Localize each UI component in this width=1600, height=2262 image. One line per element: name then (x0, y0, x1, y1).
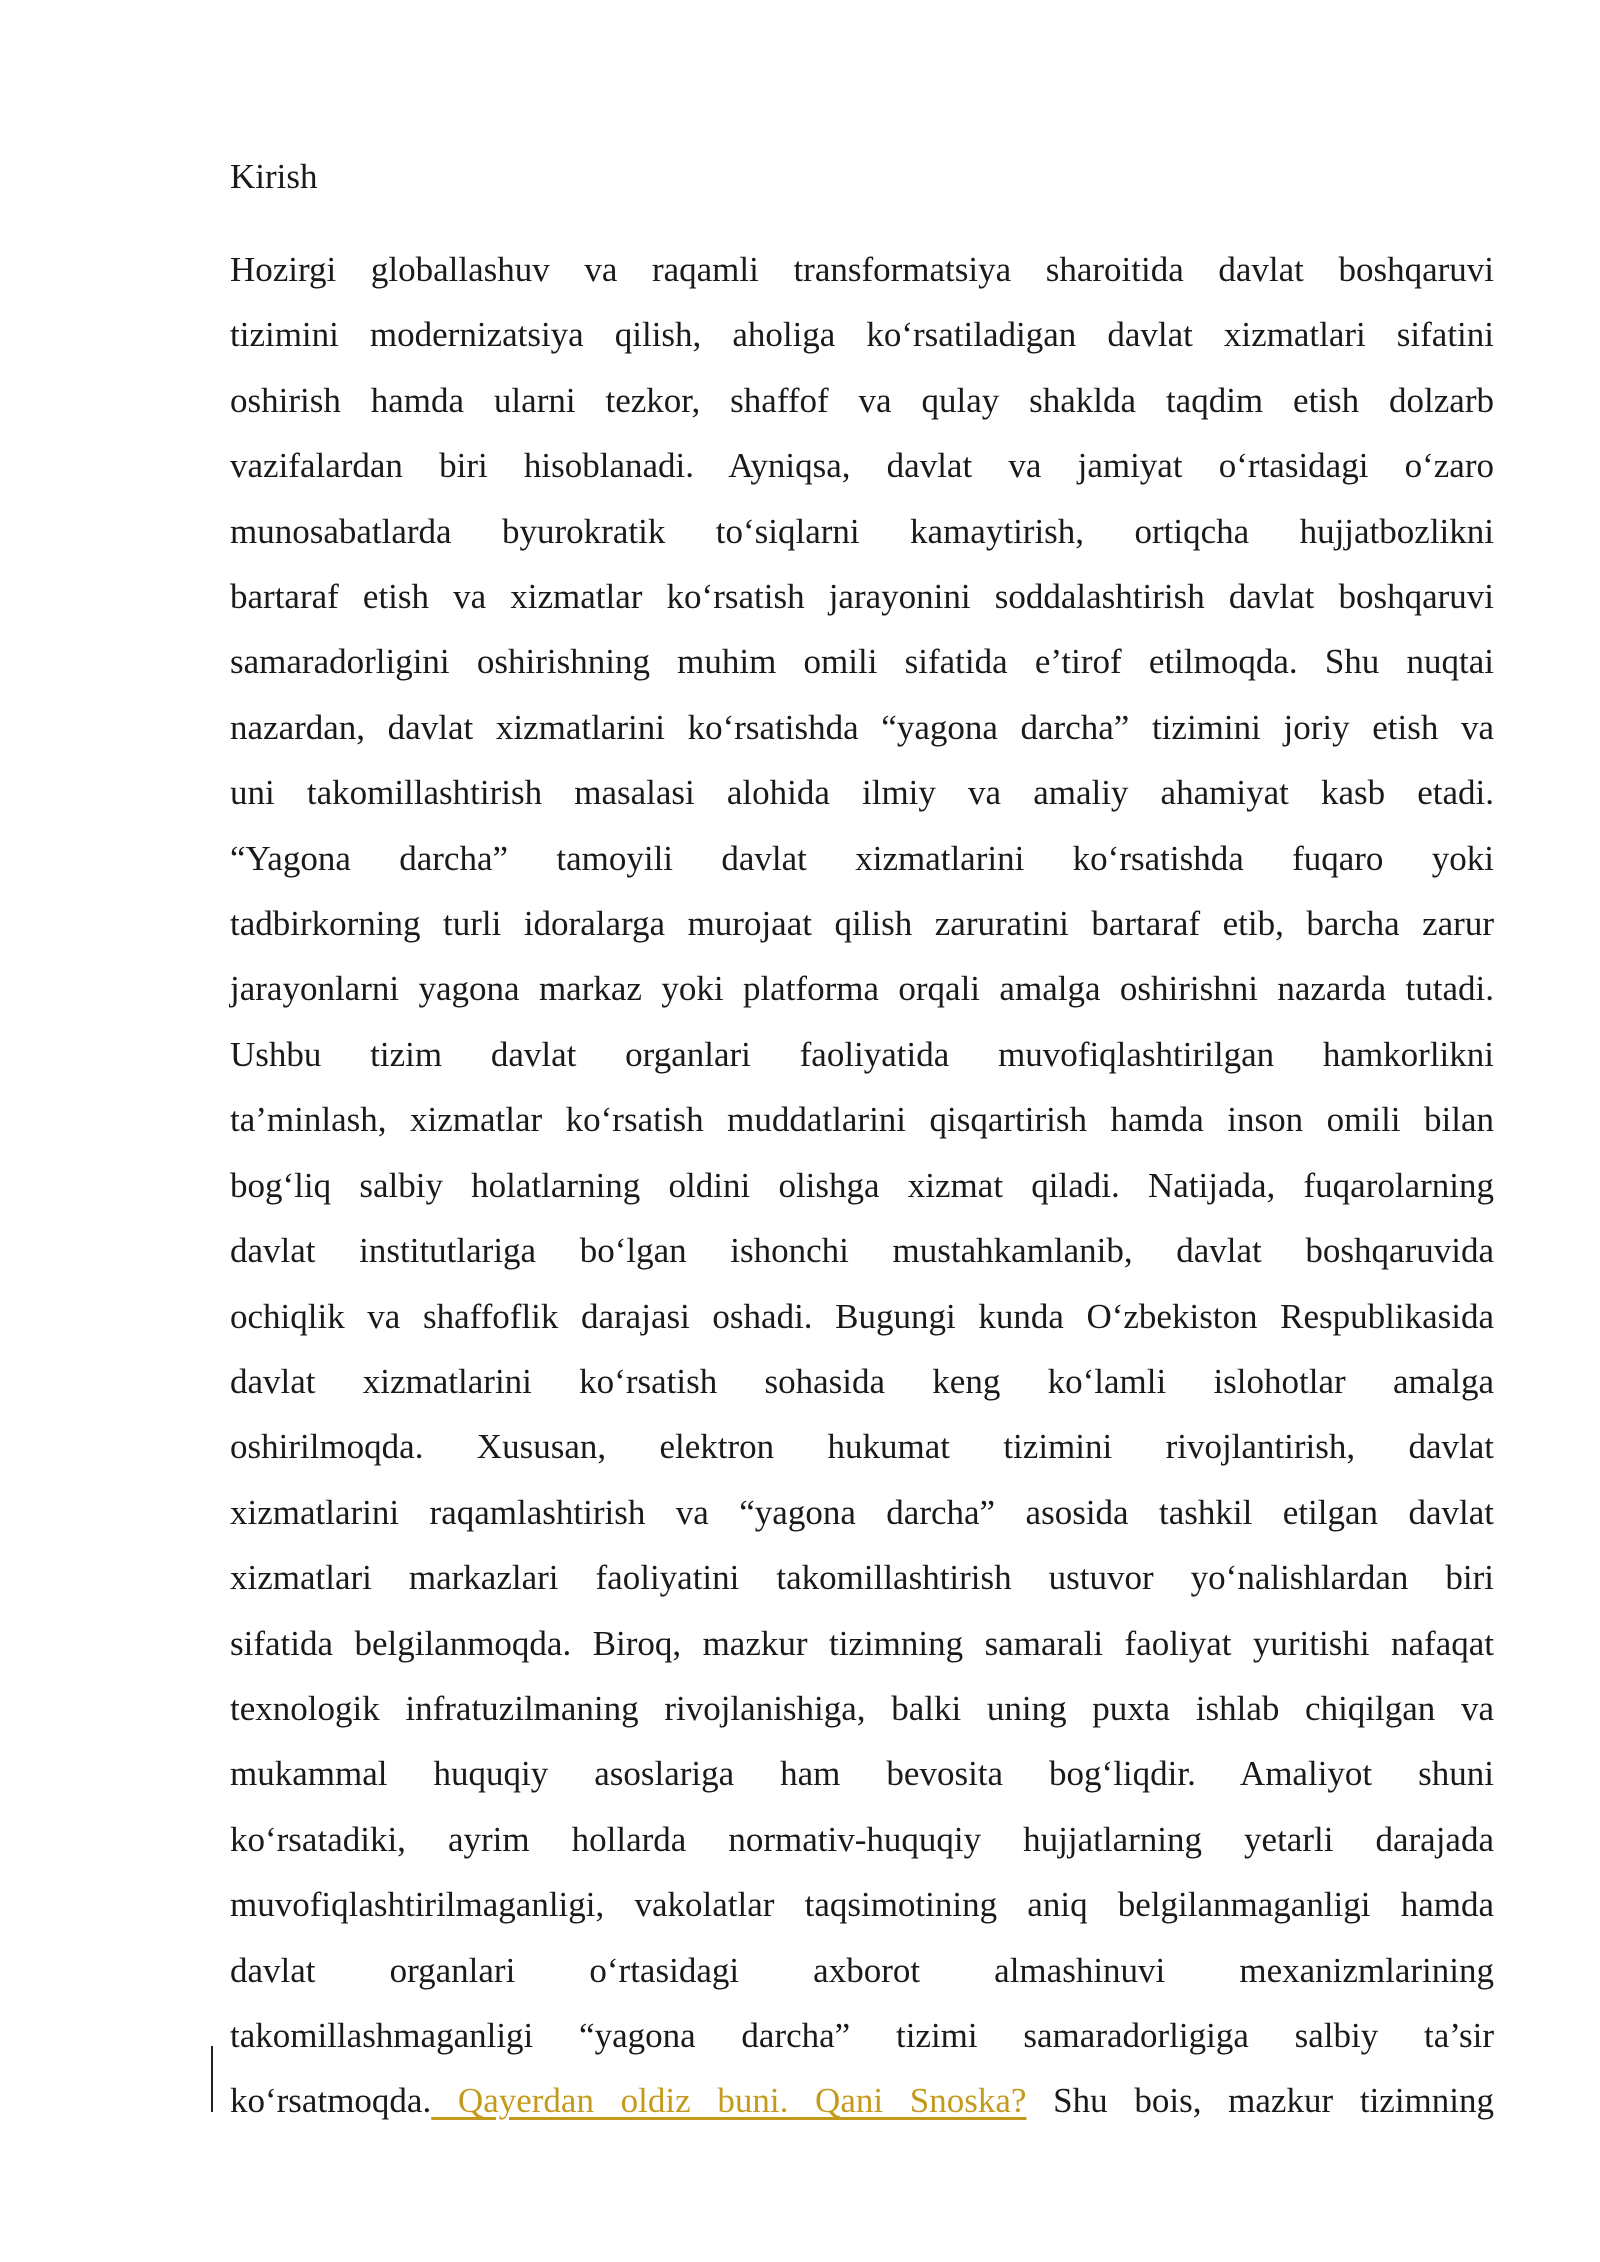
text-line: tizimini modernizatsiya qilish, aholiga koʻrsatiladigan davlat xizmatlari sifatini (230, 315, 1494, 355)
text-line: oshirish hamda ularni tezkor, shaffof va qulay shaklda taqdim etish dolzarb (230, 380, 1494, 420)
text-line: mukammal huquqiy asoslariga ham bevosita bogʻliqdir. Amaliyot shuni (230, 1754, 1494, 1794)
text-line: ochiqlik va shaffoflik darajasi oshadi. Bugungi kunda Oʻzbekiston Respublikasida (230, 1296, 1494, 1336)
text-line: jarayonlarni yagona markaz yoki platforma orqali amalga oshirishni nazarda tutadi. (230, 969, 1494, 1009)
text-line: bogʻliq salbiy holatlarning oldini olishga xizmat qiladi. Natijada, fuqarolarning (230, 1165, 1494, 1205)
text-line: “Yagona darcha” tamoyili davlat xizmatlarini koʻrsatishda fuqaro yoki (230, 838, 1494, 878)
text-line: munosabatlarda byurokratik toʻsiqlarni kamaytirish, ortiqcha hujjatbozlikni (230, 511, 1494, 551)
text-line: xizmatlarini raqamlashtirish va “yagona darcha” asosida tashkil etilgan davlat (230, 1492, 1494, 1532)
change-bar-marker (211, 2046, 213, 2112)
text-line: vazifalardan biri hisoblanadi. Ayniqsa, davlat va jamiyat oʻrtasidagi oʻzaro (230, 446, 1494, 486)
text-line: Hozirgi globallashuv va raqamli transformatsiya sharoitida davlat boshqaruvi (230, 250, 1494, 289)
text-line: davlat organlari oʻrtasidagi axborot almashinuvi mexanizmlarining (230, 1950, 1494, 1990)
body-paragraph (230, 237, 1494, 2134)
text-line: takomillashmaganligi “yagona darcha” tizimi samaradorligiga salbiy ta’sir (230, 2015, 1494, 2055)
comment-link[interactable]: Qayerdan oldiz buni. Qani Snoska? (431, 2081, 1027, 2121)
text-line: sifatida belgilanmoqda. Biroq, mazkur tizimning samarali faoliyat yuritishi nafaqat (230, 1623, 1494, 1663)
text-line: davlat institutlariga boʻlgan ishonchi mustahkamlanib, davlat boshqaruvida (230, 1231, 1494, 1271)
section-heading: Kirish (230, 157, 318, 196)
text-line: ta’minlash, xizmatlar koʻrsatish muddatlarini qisqartirish hamda inson omili bilan (230, 1100, 1494, 1140)
text-line: xizmatlari markazlari faoliyatini takomillashtirish ustuvor yoʻnalishlardan biri (230, 1558, 1494, 1598)
text-line: davlat xizmatlarini koʻrsatish sohasida keng koʻlamli islohotlar amalga (230, 1361, 1494, 1401)
text-segment: koʻrsatmoqda. (230, 2081, 432, 2121)
text-line: muvofiqlashtirilmaganligi, vakolatlar taqsimotining aniq belgilanmaganligi hamda (230, 1885, 1494, 1925)
text-line: uni takomillashtirish masalasi alohida ilmiy va amaliy ahamiyat kasb etadi. (230, 773, 1494, 813)
text-line: bartaraf etish va xizmatlar koʻrsatish jarayonini soddalashtirish davlat boshqaruvi (230, 577, 1494, 617)
text-line: samaradorligini oshirishning muhim omili sifatida e’tirof etilmoqda. Shu nuqtai (230, 642, 1494, 682)
text-line: koʻrsatadiki, ayrim hollarda normativ-huquqiy hujjatlarning yetarli darajada (230, 1819, 1494, 1859)
text-segment: Shu bois, mazkur tizimning (1026, 2081, 1494, 2121)
text-line: oshirilmoqda. Xususan, elektron hukumat tizimini rivojlantirish, davlat (230, 1427, 1494, 1467)
text-line-last (230, 2068, 1494, 2133)
text-line: tadbirkorning turli idoralarga murojaat qilish zaruratini bartaraf etib, barcha zarur (230, 904, 1494, 944)
text-line: texnologik infratuzilmaning rivojlanishiga, balki uning puxta ishlab chiqilgan va (230, 1688, 1494, 1728)
text-line: Ushbu tizim davlat organlari faoliyatida muvofiqlashtirilgan hamkorlikni (230, 1034, 1494, 1074)
text-line: nazardan, davlat xizmatlarini koʻrsatishda “yagona darcha” tizimini joriy etish va (230, 707, 1494, 747)
